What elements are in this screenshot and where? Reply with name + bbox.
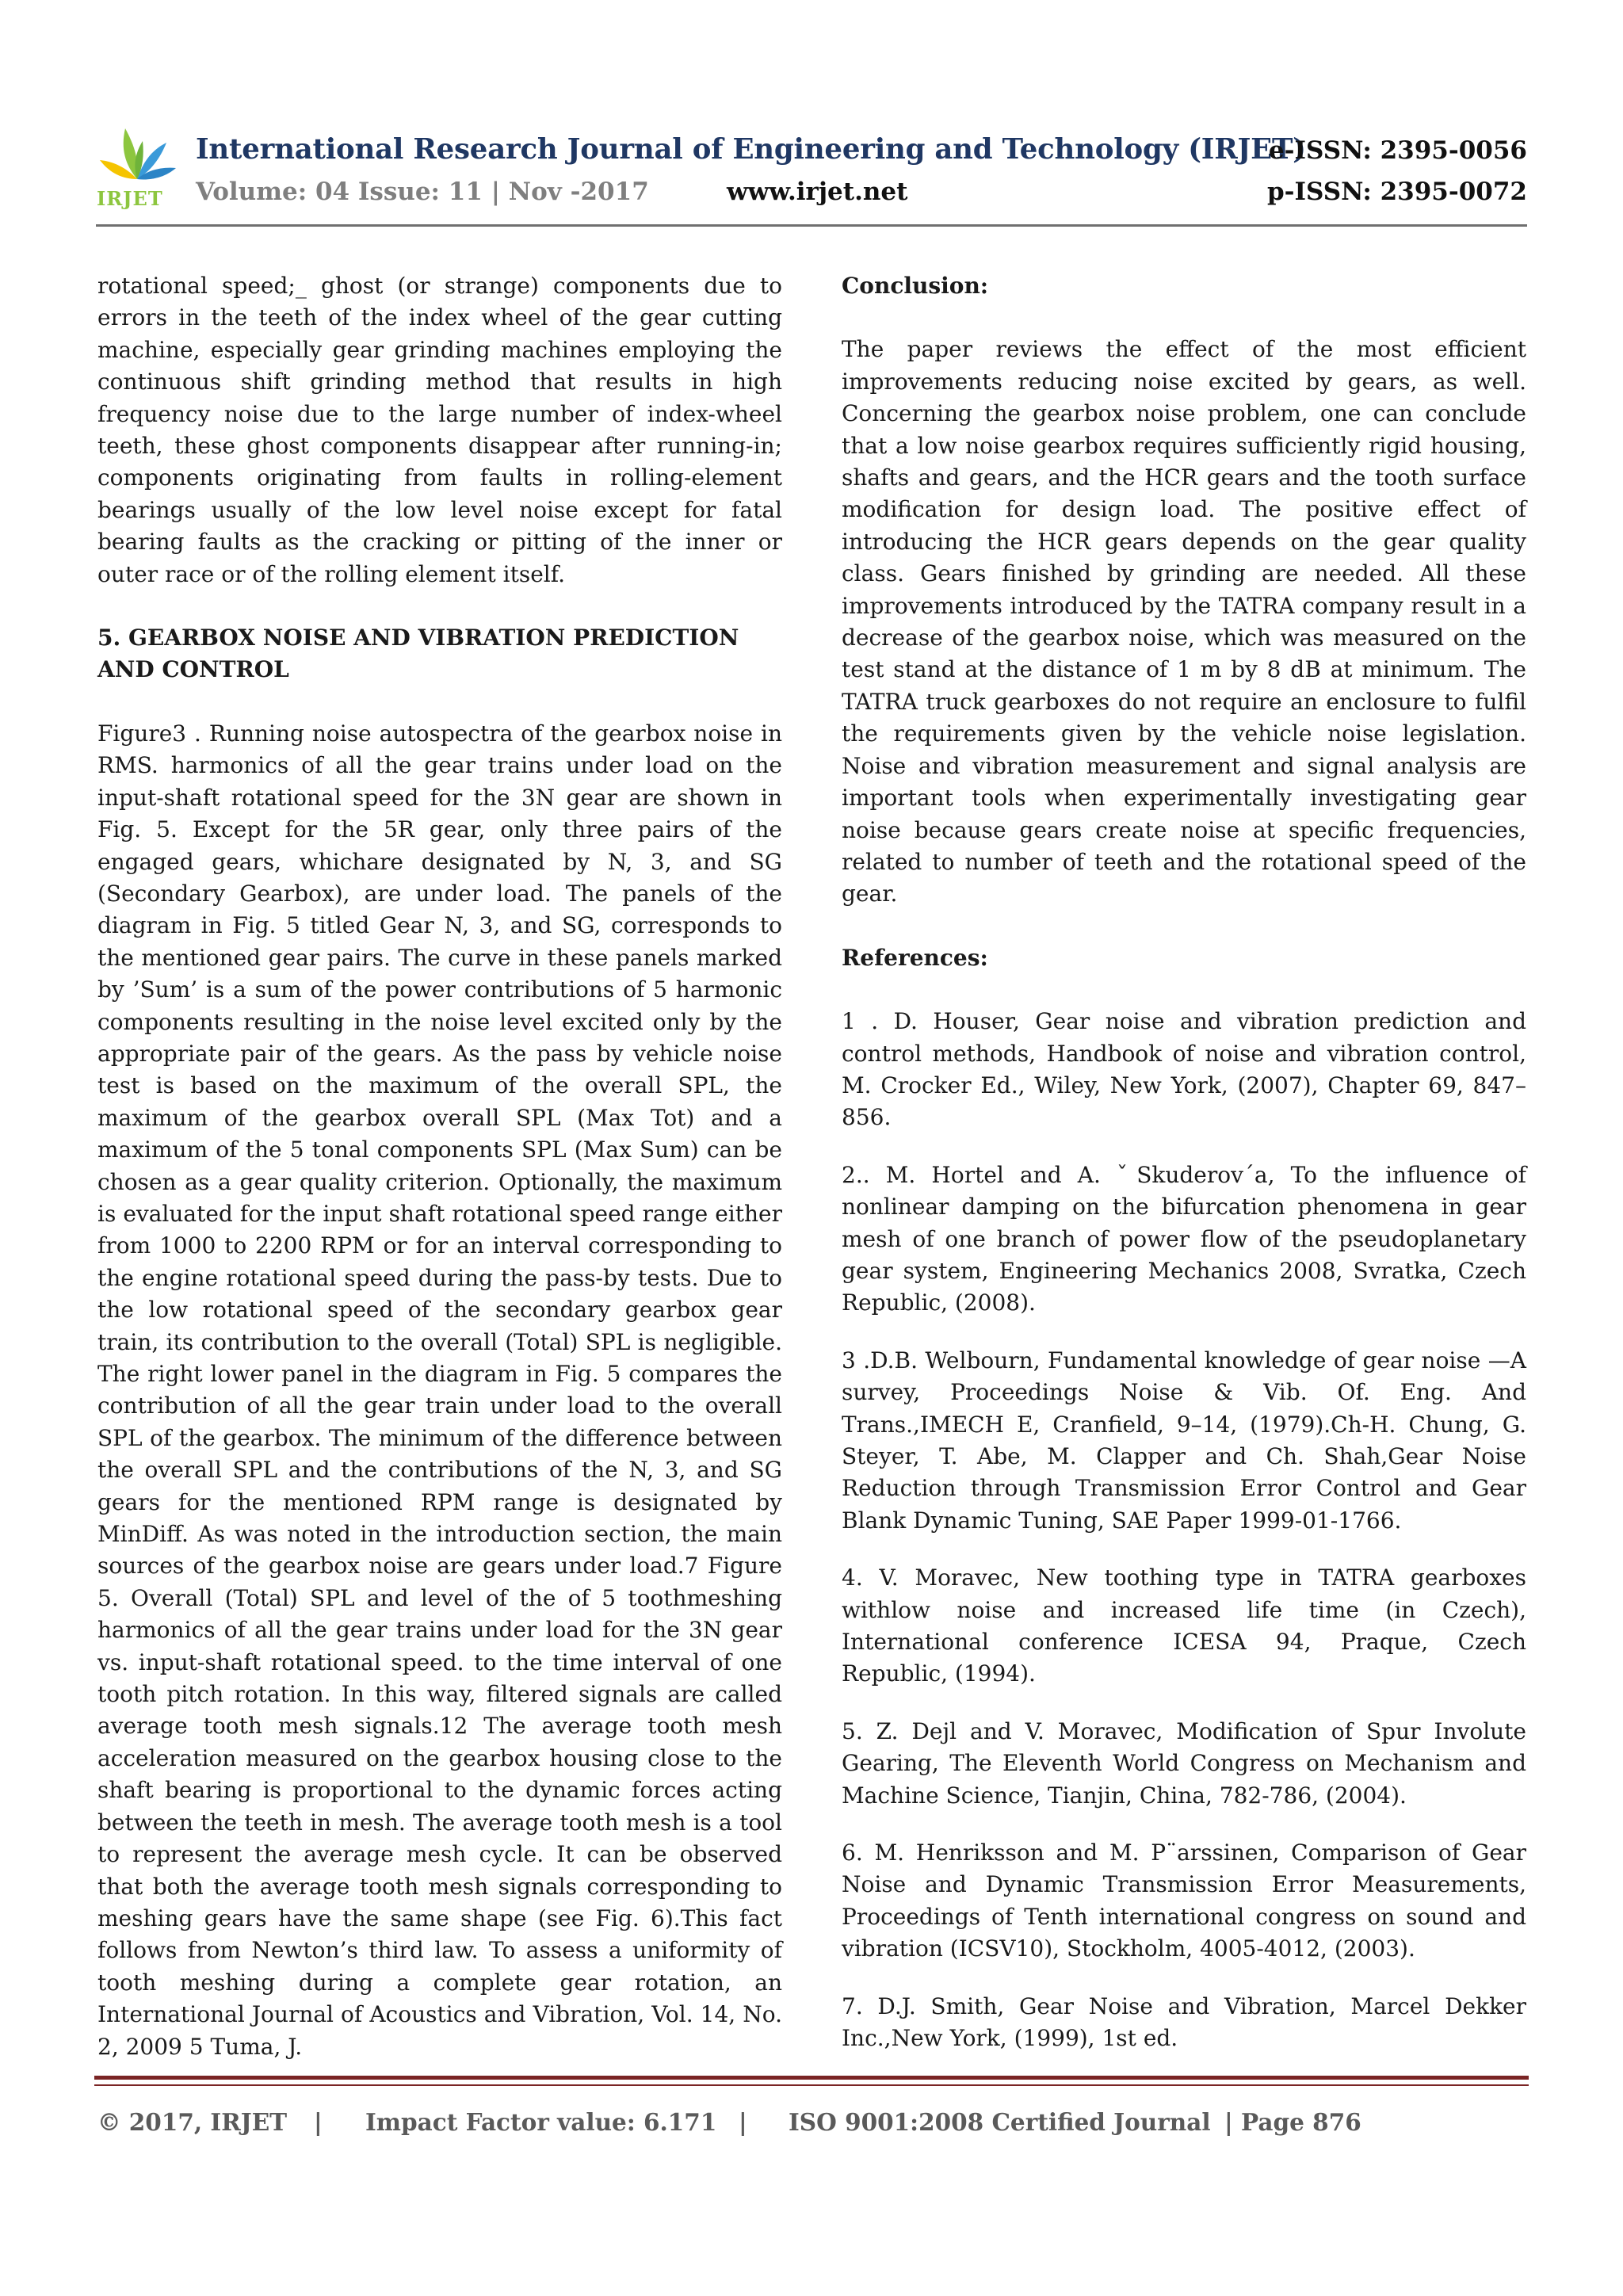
journal-logo [94,117,181,211]
conclusion-heading: Conclusion: [842,273,989,299]
footer-impact-factor: Impact Factor value: 6.171 [365,2108,717,2136]
left-column [97,270,782,2063]
reference-item: 3 .D.B. Welbourn, Fundamental knowledge of gear noise —A survey, Proceedings Noise & Vib. Of. Eng. And Trans.,IMECH E, Cranfield, 9–14, (1979).Ch-H. Chung, G. Steyer, T. Abe, M. Clapper and Ch. Shah,Gear Noise Reduction through Transmission Error Control and Gear Blank Dynamic Tuning, SAE Paper 1999-01-1766. [842,1347,1526,1534]
references-heading: References: [842,944,988,971]
logo-text: IRJET [97,187,163,210]
reference-item: 2.. M. Hortel and A. ˇSkuderov´a, To the influence of nonlinear damping on the bifurcation phenomena in gear mesh of one branch of power flow of the pseudoplanetary gear system, Engineering Mechanics 2008, Svratka, Czech Republic, (2008). [842,1161,1526,1316]
reference-item: 1 . D. Houser, Gear noise and vibration prediction and control methods, Handbook of noise and vibration control, M. Crocker Ed., Wiley, New York, (2007), Chapter 69, 847–856. [842,1008,1526,1131]
body-paragraph: Figure3 . Running noise autospectra of the gearbox noise in RMS. harmonics of all the gear trains under load on the input-shaft rotational speed for the 3N gear are shown in Fig. 5. Except for the 5R gear, only three pairs of the engaged gears, whichare designated by N, 3, and SG (Secondary Gearbox), are under load. The panels of the diagram in Fig. 5 titled Gear N, 3, and SG, corresponds to the mentioned gear pairs. The curve in these panels marked by ’Sum’ is a sum of the power contributions of 5 harmonic components resulting in the noise level excited only by the appropriate pair of the gears. As the pass by vehicle noise test is based on the maximum of the overall SPL, the maximum of the gearbox overall SPL (Max Tot) and a maximum of the 5 tonal components SPL (Max Sum) can be chosen as a gear quality criterion. Optionally, the maximum is evaluated for the input shaft rotational speed range either from 1000 to 2200 RPM or for an interval corresponding to the engine rotational speed during the pass-by tests. Due to the low rotational speed of the secondary gearbox gear train, its contribution to the overall (Total) SPL is negligible. The right lower panel in the diagram in Fig. 5 compares the contribution of all the gear train under load to the overall SPL of the gearbox. The minimum of the difference between the overall SPL and the contributions of the N, 3, and SG gears for the mentioned RPM range is designated by MinDiff. As was noted in the introduction section, the main sources of the gearbox noise are gears under load.7 Figure 5. Overall (Total) SPL and level of the of 5 toothmeshing harmonics of all the gear trains under load for the 3N gear vs. input-shaft rotational speed. to the time interval of one tooth pitch rotation. In this way, filtered signals are called average tooth mesh signals.12 The average tooth mesh acceleration measured on the gearbox housing close to the shaft bearing is proportional to the dynamic forces acting between the teeth in mesh. The average tooth mesh is a tool to represent the average mesh cycle. It can be observed that both the average tooth mesh signals corresponding to meshing gears have the same shape (see Fig. 6).This fact follows from Newton’s third law. To assess a uniformity of tooth meshing during a complete gear rotation, an International Journal of Acoustics and Vibration, Vol. 14, No. 2, 2009 5 Tuma, J. [97,720,782,2060]
footer-divider-thick [94,2076,1529,2080]
reference-item: 4. V. Moravec, New toothing type in TATRA gearboxes withlow noise and increased life time (in Czech), International conference ICESA 94, Praque, Czech Republic, (1994). [842,1564,1526,1687]
p-issn: p-ISSN: 2395-0072 [1266,178,1527,206]
volume-issue: Volume: 04 Issue: 11 | Nov -2017 [196,178,649,206]
footer-copyright: © 2017, IRJET [97,2108,288,2136]
footer-separator: | [739,2108,747,2136]
footer-separator: | [314,2108,323,2136]
header-divider [96,224,1527,227]
body-paragraph: rotational speed;_ ghost (or strange) components due to errors in the teeth of the index wheel of the gear cutting machine, especially gear grinding machines employing the continuous shift grinding method that results in high frequency noise due to the large number of index-wheel teeth, these ghost components disappear after running-in; components originating from faults in rolling-element bearings usually of the low level noise except for fatal bearing faults as the cracking or pitting of the inner or outer race or of the rolling element itself. [97,273,782,587]
reference-item: 5. Z. Dejl and V. Moravec, Modification of Spur Involute Gearing, The Eleventh World Congress on Mechanism and Machine Science, Tianjin, China, 782-786, (2004). [842,1717,1526,1809]
section-heading: 5. GEARBOX NOISE AND VIBRATION PREDICTION AND CONTROL [97,625,739,683]
reference-item: 7. D.J. Smith, Gear Noise and Vibration, Marcel Dekker Inc.,New York, (1999), 1st ed. [842,1992,1526,2052]
right-column [842,270,1526,2055]
footer-page-number: | Page 876 [1224,2108,1361,2136]
journal-website-link[interactable]: www.irjet.net [727,178,908,206]
e-issn: e-ISSN: 2395-0056 [1268,136,1527,165]
footer-divider-thin [94,2084,1529,2086]
reference-item: 6. M. Henriksson and M. P¨arssinen, Comparison of Gear Noise and Dynamic Transmission Error Measurements, Proceedings of Tenth international congress on sound and vibration (ICSV10), Stockholm, 4005-4012, (2003). [842,1839,1526,1962]
journal-title: International Research Journal of Engineering and Technology (IRJET) [196,133,1306,166]
footer-iso: ISO 9001:2008 Certified Journal [789,2108,1211,2136]
conclusion-paragraph: The paper reviews the effect of the most efficient improvements reducing noise excited by gears, as well. Concerning the gearbox noise problem, one can conclude that a low noise gearbox requires sufficiently rigid housing, shafts and gears, and the HCR gears and the tooth surface modification for design load. The positive effect of introducing the HCR gears depends on the gear quality class. Gears finished by grinding are needed. All these improvements introduced by the TATRA company result in a decrease of the gearbox noise, which was measured on the test stand at the distance of 1 m by 8 dB at minimum. The TATRA truck gearboxes do not require an enclosure to fulfil the requirements given by the vehicle noise legislation. Noise and vibration measurement and signal analysis are important tools when experimentally investigating gear noise because gears create noise at specific frequencies, related to number of teeth and the rotational speed of the gear. [842,336,1526,907]
